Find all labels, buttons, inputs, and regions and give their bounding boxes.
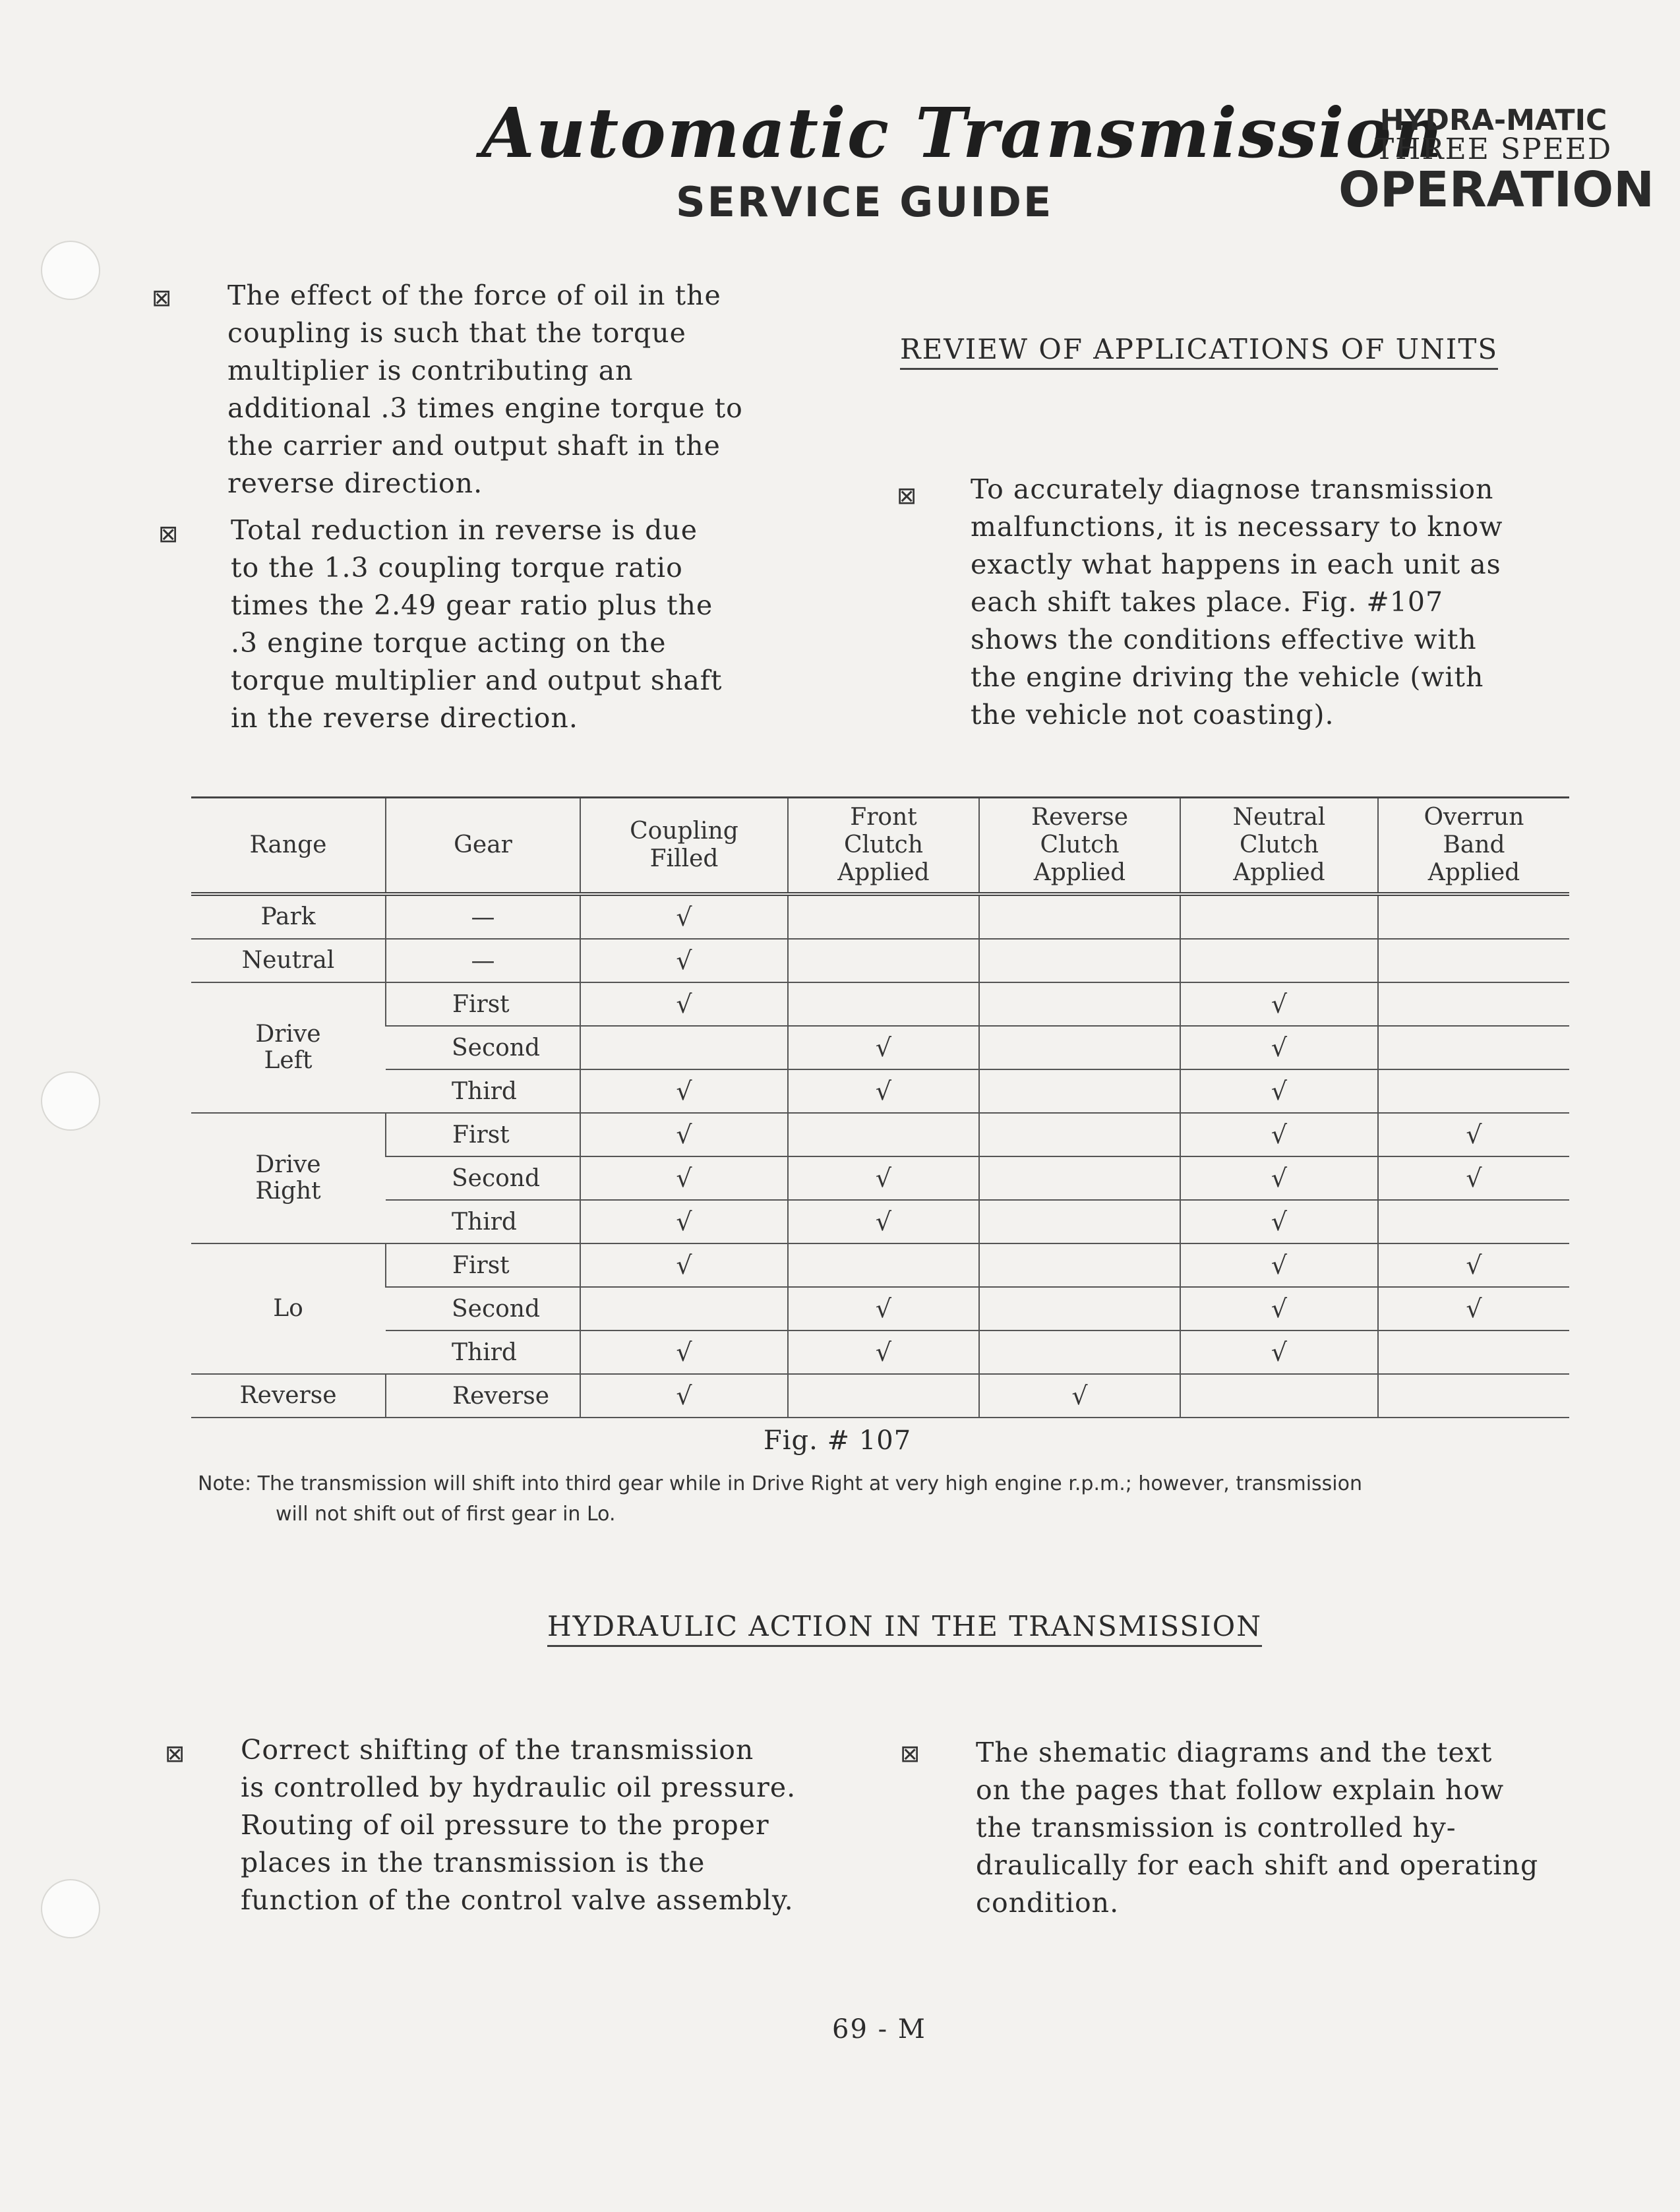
review-heading: REVIEW OF APPLICATIONS OF UNITS (900, 333, 1498, 370)
checkmark-icon: √ (1271, 1294, 1288, 1323)
status-cell (788, 1243, 979, 1287)
gear-cell: — (386, 939, 580, 982)
gear-cell: Third (386, 1330, 580, 1374)
bullet-icon: ⊠ (152, 285, 172, 312)
status-cell (1378, 1069, 1569, 1113)
status-cell (1180, 1026, 1378, 1069)
range-cell (191, 939, 386, 982)
status-cell (580, 1243, 788, 1287)
checkmark-icon: √ (1271, 1164, 1288, 1193)
range-label: Park (260, 903, 316, 930)
table-row (191, 1069, 1569, 1113)
status-cell (1378, 1330, 1569, 1374)
range-cell (191, 894, 386, 939)
checkmark-icon: √ (1466, 1294, 1482, 1323)
range-cell (191, 1113, 386, 1243)
column-header (191, 798, 386, 895)
table-header (191, 798, 1569, 895)
hydraulic-heading: HYDRAULIC ACTION IN THE TRANSMISSION (547, 1610, 1262, 1647)
column-header (386, 798, 580, 895)
column-header (1180, 798, 1378, 895)
text-line: times the 2.49 gear ratio plus the (231, 589, 713, 621)
checkmark-icon: √ (1466, 1164, 1482, 1193)
status-cell (1378, 894, 1569, 939)
table-row (191, 1200, 1569, 1243)
status-cell (1180, 1113, 1378, 1156)
status-cell (1378, 982, 1569, 1026)
column-header-line: Applied (1233, 859, 1325, 886)
note-label: Note: (198, 1472, 252, 1495)
column-header-line: Coupling (630, 818, 738, 845)
range-label: Reverse (239, 1382, 337, 1409)
checkmark-icon: √ (676, 903, 692, 932)
status-cell (1180, 1243, 1378, 1287)
gear-cell: First (386, 1113, 580, 1156)
column-header-line: Range (249, 831, 327, 858)
status-cell (979, 1156, 1180, 1200)
gear-cell: Second (386, 1287, 580, 1330)
table-row (191, 1287, 1569, 1330)
bullet-icon: ⊠ (900, 1741, 920, 1768)
bullet-icon: ⊠ (897, 483, 917, 510)
checkmark-icon: √ (875, 1338, 892, 1367)
checkmark-icon: √ (676, 1338, 692, 1367)
status-cell (1180, 1156, 1378, 1200)
table-row (191, 939, 1569, 982)
status-cell (788, 939, 979, 982)
status-cell (788, 1287, 979, 1330)
figure-caption: Fig. # 107 (764, 1425, 912, 1456)
checkmark-icon: √ (1271, 1207, 1288, 1236)
range-label: Drive (255, 1151, 321, 1178)
status-cell (580, 1330, 788, 1374)
column-header-line: Applied (837, 859, 930, 886)
page-number: 69 - M (832, 2014, 926, 2045)
text-line: places in the transmission is the (241, 1847, 705, 1878)
checkmark-icon: √ (875, 1033, 892, 1062)
text-line: The shematic diagrams and the text (976, 1737, 1493, 1768)
checkmark-icon: √ (1466, 1120, 1482, 1149)
gear-cell: Third (386, 1069, 580, 1113)
text-line: coupling is such that the torque (227, 317, 686, 349)
status-cell (979, 894, 1180, 939)
text-line: To accurately diagnose transmission (971, 473, 1494, 505)
checkmark-icon: √ (1271, 1077, 1288, 1106)
status-cell (1180, 1069, 1378, 1113)
status-cell (580, 1069, 788, 1113)
range-cell (191, 1374, 386, 1418)
status-cell (580, 1113, 788, 1156)
text-line: is controlled by hydraulic oil pressure. (241, 1772, 796, 1803)
hydraulic-left-paragraph (241, 1731, 913, 1919)
text-line: in the reverse direction. (231, 702, 578, 734)
text-line: reverse direction. (227, 467, 483, 499)
status-cell (580, 939, 788, 982)
checkmark-icon: √ (1271, 1338, 1288, 1367)
text-line: .3 engine torque acting on the (231, 627, 667, 659)
table-row (191, 1156, 1569, 1200)
text-line: each shift takes place. Fig. #107 (971, 586, 1444, 618)
status-cell (788, 1156, 979, 1200)
status-cell (979, 1243, 1180, 1287)
badge-line-1: HYDRA-MATIC (1379, 104, 1607, 137)
status-cell (1180, 1330, 1378, 1374)
applications-table (191, 796, 1569, 1418)
checkmark-icon: √ (1271, 990, 1288, 1019)
checkmark-icon: √ (875, 1207, 892, 1236)
column-header-line: Neutral (1232, 804, 1326, 831)
status-cell (979, 1026, 1180, 1069)
punch-hole-top (41, 241, 100, 300)
text-line: shows the conditions effective with (971, 624, 1477, 655)
status-cell (580, 1287, 788, 1330)
checkmark-icon: √ (676, 1077, 692, 1106)
column-header-line: Clutch (1239, 831, 1319, 858)
status-cell (1180, 982, 1378, 1026)
status-cell (1180, 1287, 1378, 1330)
text-line: to the 1.3 coupling torque ratio (231, 552, 683, 583)
status-cell (1180, 939, 1378, 982)
status-cell (788, 1069, 979, 1113)
table-body (191, 894, 1569, 1418)
punch-hole-bottom (41, 1879, 100, 1938)
text-line: on the pages that follow explain how (976, 1774, 1505, 1806)
checkmark-icon: √ (676, 990, 692, 1019)
column-header (580, 798, 788, 895)
checkmark-icon: √ (676, 1251, 692, 1280)
status-cell (1378, 939, 1569, 982)
column-header (979, 798, 1180, 895)
column-header-line: Band (1443, 831, 1505, 858)
status-cell (788, 1113, 979, 1156)
model-badge (1338, 104, 1655, 218)
text-line: Routing of oil pressure to the proper (241, 1809, 769, 1841)
status-cell (1378, 1026, 1569, 1069)
table-note (198, 1469, 1596, 1530)
status-cell (788, 1026, 979, 1069)
status-cell (979, 982, 1180, 1026)
right-paragraph-1 (971, 471, 1663, 734)
status-cell (788, 894, 979, 939)
column-header-line: Gear (454, 831, 512, 858)
text-line: the transmission is controlled hy- (976, 1812, 1456, 1843)
text-line: condition. (976, 1887, 1120, 1919)
status-cell (979, 1287, 1180, 1330)
column-header-line: Applied (1033, 859, 1126, 886)
table-row (191, 1330, 1569, 1374)
gear-cell: Reverse (386, 1374, 580, 1418)
gear-cell: First (386, 1243, 580, 1287)
left-paragraph-1 (227, 277, 874, 502)
checkmark-icon: √ (875, 1294, 892, 1323)
table-row (191, 982, 1569, 1026)
column-header (1378, 798, 1569, 895)
status-cell (979, 1200, 1180, 1243)
gear-cell: Third (386, 1200, 580, 1243)
status-cell (1180, 894, 1378, 939)
text-line: The effect of the force of oil in the (227, 280, 721, 311)
bullet-icon: ⊠ (165, 1741, 185, 1768)
checkmark-icon: √ (875, 1164, 892, 1193)
table-row (191, 1113, 1569, 1156)
checkmark-icon: √ (1271, 1033, 1288, 1062)
range-cell (191, 982, 386, 1113)
status-cell (580, 894, 788, 939)
range-cell (191, 1243, 386, 1374)
status-cell (580, 1156, 788, 1200)
checkmark-icon: √ (676, 1120, 692, 1149)
text-line: torque multiplier and output shaft (231, 665, 723, 696)
status-cell (1180, 1374, 1378, 1418)
text-line: the engine driving the vehicle (with (971, 661, 1484, 693)
status-cell (1378, 1374, 1569, 1418)
status-cell (788, 1374, 979, 1418)
status-cell (979, 1113, 1180, 1156)
hydraulic-right-paragraph (976, 1734, 1655, 1922)
column-header-line: Clutch (1040, 831, 1120, 858)
text-line: multiplier is contributing an (227, 355, 634, 386)
badge-line-3: OPERATION (1338, 162, 1655, 218)
gear-cell: — (386, 894, 580, 939)
text-line: Total reduction in reverse is due (231, 514, 698, 546)
column-header-line: Filled (649, 845, 719, 872)
status-cell (979, 1330, 1180, 1374)
gear-cell: Second (386, 1156, 580, 1200)
bullet-icon: ⊠ (158, 521, 179, 548)
status-cell (1378, 1287, 1569, 1330)
column-header-line: Reverse (1031, 804, 1129, 831)
table-row (191, 894, 1569, 939)
column-header-line: Applied (1427, 859, 1520, 886)
status-cell (1378, 1200, 1569, 1243)
column-header (788, 798, 979, 895)
text-line: additional .3 times engine torque to (227, 392, 743, 424)
status-cell (788, 1330, 979, 1374)
checkmark-icon: √ (1271, 1120, 1288, 1149)
checkmark-icon: √ (676, 1164, 692, 1193)
range-label: Left (264, 1047, 313, 1074)
status-cell (1378, 1113, 1569, 1156)
checkmark-icon: √ (676, 1381, 692, 1410)
status-cell (979, 1374, 1180, 1418)
text-line: exactly what happens in each unit as (971, 549, 1501, 580)
title-script: Automatic Transmission (481, 92, 1444, 173)
status-cell (788, 982, 979, 1026)
range-label: Right (255, 1178, 321, 1205)
note-text-1: The transmission will shift into third gear while in Drive Right at very high engine r.p.m.; however, transmission (257, 1472, 1363, 1495)
range-label: Lo (273, 1295, 303, 1322)
checkmark-icon: √ (1071, 1381, 1088, 1410)
status-cell (979, 1069, 1180, 1113)
text-line: Correct shifting of the transmission (241, 1734, 754, 1766)
table-row (191, 1026, 1569, 1069)
text-line: malfunctions, it is necessary to know (971, 511, 1503, 543)
checkmark-icon: √ (875, 1077, 892, 1106)
text-line: draulically for each shift and operating (976, 1849, 1539, 1881)
status-cell (580, 982, 788, 1026)
note-text-2: will not shift out of first gear in Lo. (276, 1503, 616, 1526)
status-cell (1378, 1156, 1569, 1200)
column-header-line: Front (850, 804, 917, 831)
status-cell (580, 1374, 788, 1418)
range-label: Drive (255, 1021, 321, 1048)
status-cell (580, 1026, 788, 1069)
checkmark-icon: √ (1271, 1251, 1288, 1280)
status-cell (788, 1200, 979, 1243)
status-cell (580, 1200, 788, 1243)
badge-line-2: THREE SPEED (1374, 133, 1613, 166)
text-line: function of the control valve assembly. (241, 1884, 794, 1916)
text-line: the vehicle not coasting). (971, 699, 1335, 731)
column-header-line: Overrun (1424, 804, 1524, 831)
gear-cell: Second (386, 1026, 580, 1069)
checkmark-icon: √ (676, 946, 692, 975)
table-row (191, 1243, 1569, 1287)
checkmark-icon: √ (676, 1207, 692, 1236)
subtitle-service-guide: SERVICE GUIDE (676, 178, 1054, 226)
checkmark-icon: √ (1466, 1251, 1482, 1280)
status-cell (1180, 1200, 1378, 1243)
punch-hole-middle (41, 1071, 100, 1131)
range-label: Neutral (241, 947, 335, 974)
column-header-line: Clutch (843, 831, 924, 858)
gear-cell: First (386, 982, 580, 1026)
table-row (191, 1374, 1569, 1418)
status-cell (1378, 1243, 1569, 1287)
status-cell (979, 939, 1180, 982)
text-line: the carrier and output shaft in the (227, 430, 721, 462)
left-paragraph-2 (231, 512, 877, 737)
